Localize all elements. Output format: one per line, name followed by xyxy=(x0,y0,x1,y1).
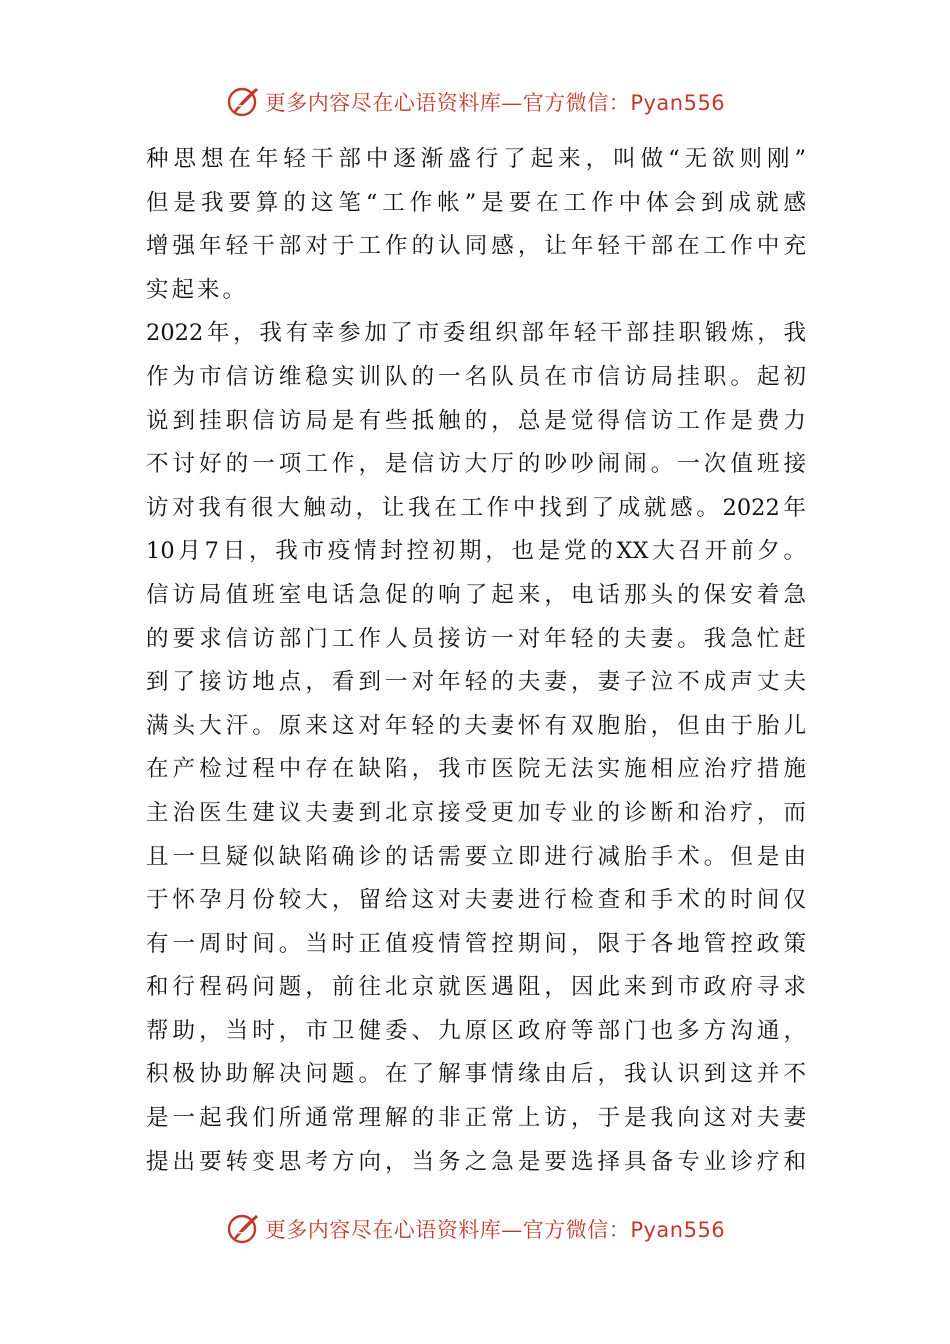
text-line: 访对我有很大触动，让我在工作中找到了成就感。2022年 xyxy=(146,494,806,521)
text-line: 2022年，我有幸参加了市委组织部年轻干部挂职锻炼，我 xyxy=(146,320,806,347)
header-wechat-id: Pyan556 xyxy=(630,91,726,115)
text-line: 在产检过程中存在缺陷，我市医院无法实施相应治疗措施 xyxy=(146,756,806,783)
pen-logo-icon xyxy=(225,84,261,120)
document-body xyxy=(146,138,806,1184)
footer-watermark xyxy=(0,1207,950,1251)
text-line: 10月7日，我市疫情封控初期，也是党的XX大召开前夕。 xyxy=(146,538,806,565)
text-line: 作为市信访维稳实训队的一名队员在市信访局挂职。起初 xyxy=(146,363,806,390)
header-brand-text: 更多内容尽在心语资料库—官方微信：Pyan556 xyxy=(264,91,726,115)
text-line: 是一起我们所通常理解的非正常上访，于是我向这对夫妻 xyxy=(146,1105,806,1132)
text-line: 说到挂职信访局是有些抵触的，总是觉得信访工作是费力 xyxy=(146,407,806,434)
text-line: 但是我要算的这笔“工作帐”是要在工作中体会到成就感 xyxy=(146,189,806,216)
text-line: 到了接访地点，看到一对年轻的夫妻，妻子泣不成声丈夫 xyxy=(146,669,806,696)
text-line: 且一旦疑似缺陷确诊的话需要立即进行减胎手术。但是由 xyxy=(146,843,806,870)
text-line: 信访局值班室电话急促的响了起来，电话那头的保安着急 xyxy=(146,581,806,608)
pen-logo-icon xyxy=(225,1211,261,1247)
text-line: 不讨好的一项工作，是信访大厅的吵吵闹闹。一次值班接 xyxy=(146,451,806,478)
text-line: 的要求信访部门工作人员接访一对年轻的夫妻。我急忙赶 xyxy=(146,625,806,652)
header-watermark xyxy=(0,80,950,124)
text-line: 积极协助解决问题。在了解事情缘由后，我认识到这并不 xyxy=(146,1061,806,1088)
text-line: 有一周时间。当时正值疫情管控期间，限于各地管控政策 xyxy=(146,930,806,957)
text-line: 提出要转变思考方向，当务之急是要选择具备专业诊疗和 xyxy=(146,1148,806,1175)
text-line: 于怀孕月份较大，留给这对夫妻进行检查和手术的时间仅 xyxy=(146,887,806,914)
footer-brand-text: 更多内容尽在心语资料库—官方微信：Pyan556 xyxy=(264,1218,726,1242)
text-line: 满头大汗。原来这对年轻的夫妻怀有双胞胎，但由于胎儿 xyxy=(146,712,806,739)
text-line: 帮助，当时，市卫健委、九原区政府等部门也多方沟通， xyxy=(146,1017,806,1044)
footer-wechat-id: Pyan556 xyxy=(630,1218,726,1242)
text-line: 和行程码问题，前往北京就医遇阻，因此来到市政府寻求 xyxy=(146,974,806,1001)
text-line: 种思想在年轻干部中逐渐盛行了起来，叫做“无欲则刚” xyxy=(146,146,806,172)
text-line: 主治医生建议夫妻到北京接受更加专业的诊断和治疗，而 xyxy=(146,799,806,826)
text-line: 增强年轻干部对于工作的认同感，让年轻干部在工作中充 xyxy=(146,233,806,260)
text-line: 实起来。 xyxy=(146,276,249,303)
